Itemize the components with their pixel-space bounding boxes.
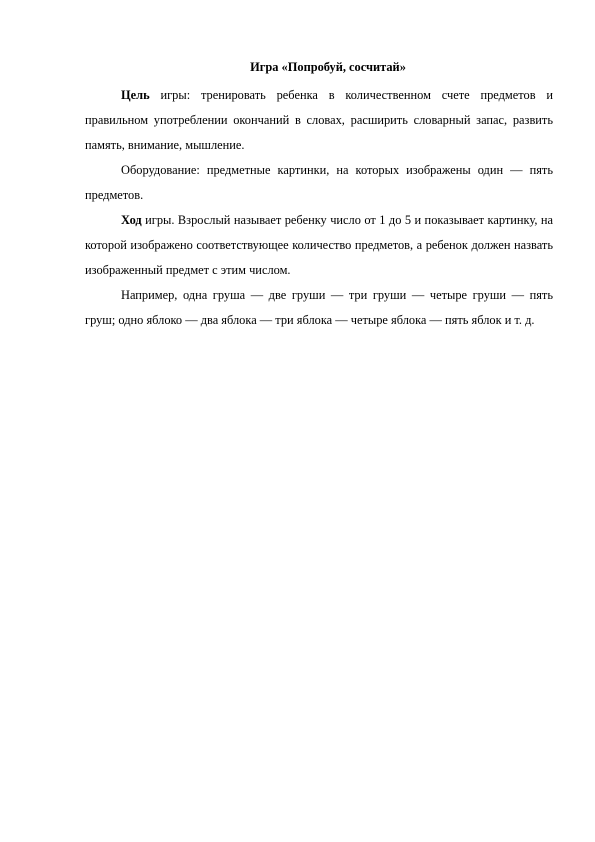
paragraph-lead-procedure: Ход — [121, 213, 142, 227]
paragraph-text-goal: игры: тренировать ребенка в количественном счете предметов и правильном употреблении окончаний в словах, расширить словарный запас, развить память, внимание, мышление. — [85, 88, 553, 152]
document-title: Игра «Попробуй, сосчитай» — [250, 60, 406, 74]
paragraph-lead-goal: Цель — [121, 88, 150, 102]
paragraph-text-example: Например, одна груша — две груши — три груши — четыре груши — пять груш; одно яблоко — два яблока — три яблока — четыре яблока — пять яблок и т. д. — [85, 288, 553, 327]
paragraph-text-procedure: игры. Взрослый называет ребенку число от 1 до 5 и показывает картинку, на которой изображено соответствующее количество предметов, а ребенок должен назвать изображенный предмет с этим числом. — [85, 213, 553, 277]
document-body — [85, 59, 553, 333]
paragraph-example — [85, 283, 553, 333]
paragraph-text-equipment: Оборудование: предметные картинки, на которых изображены один — пять предметов. — [85, 163, 553, 202]
paragraph-procedure — [85, 208, 553, 283]
paragraph-goal — [85, 83, 553, 158]
paragraph-equipment — [85, 158, 553, 208]
